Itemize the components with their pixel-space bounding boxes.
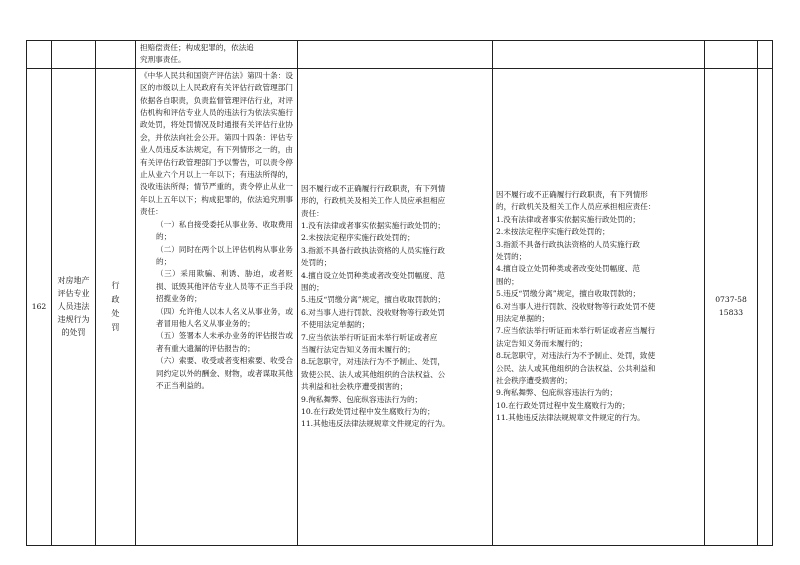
responsibility-lines-a <box>301 183 489 431</box>
phone-number-part: 0737-58 <box>715 295 747 305</box>
resp-line: 2.未按法定程序实施行政处罚的； <box>496 227 610 237</box>
resp-line: 1.没有法律或者事实依据实施行政处罚的； <box>301 220 445 230</box>
basis-line: 担赔偿责任；构成犯罪的，依法追 <box>140 43 254 52</box>
responsibility-cell-b <box>493 68 705 545</box>
item-name: 对房地产评估专业人员违法违规行为的处罚 <box>57 276 90 338</box>
phone-number-part: 15833 <box>718 307 744 317</box>
resp-line: 社会秩序遭受损害的； <box>496 376 572 386</box>
resp-line: 2.未按法定程序实施行政处罚的； <box>301 233 415 243</box>
resp-line: 1.没有法律或者事实依据实施行政处罚的； <box>496 214 640 224</box>
remark-cell <box>758 68 773 545</box>
index-cell-empty <box>27 41 52 69</box>
resp-line: 3.指派不具备行政执法资格的人员实施行政 <box>301 245 445 255</box>
resp-line: 因不履行或不正确履行行政职责，有下列情形 <box>496 189 648 199</box>
resp-line: 当履行法定告知义务而未履行的； <box>301 345 415 355</box>
item-name-cell-empty <box>52 41 96 69</box>
responsibility-lines-b <box>496 189 701 425</box>
responsibility-cell-empty <box>298 41 493 69</box>
resp-line: 法定告知义务而未履行的； <box>496 338 588 348</box>
responsibility-cell-empty <box>493 41 705 69</box>
basis-paragraph: （五）签署本人未承办业务的评估报告或者有重大遗漏的评估报告的； <box>156 331 293 353</box>
resp-line: 11.其他违反法律法规规章文件规定的行为。 <box>301 419 450 429</box>
resp-line: 4.擅自设立处罚种类或者改变处罚幅度、范 <box>301 270 445 280</box>
resp-line: 围的； <box>301 283 324 292</box>
resp-line: 10.在行政处罚过程中发生腐败行为的； <box>496 400 630 410</box>
resp-line: 7.应当依法举行听证而未举行听证或者应当履行 <box>496 326 656 336</box>
table-row-previous <box>27 41 773 69</box>
item-type-cell-empty <box>96 41 136 69</box>
phone-cell <box>705 68 758 545</box>
resp-line: 9.徇私舞弊、包庇纵容违法行为的； <box>301 394 423 404</box>
table-row-162 <box>27 68 773 545</box>
resp-line: 因不履行或不正确履行行政职责，有下列情 <box>301 183 446 193</box>
basis-paragraph: （四）允许他人以本人名义从事业务，或者冒用他人名义从事业务的； <box>156 306 293 328</box>
resp-line: 致使公民、法人或其他组织的合法权益、公 <box>301 369 446 379</box>
resp-line: 的，行政机关及相关工作人员应承担相应责任： <box>496 202 656 212</box>
resp-line: 7.应当依法举行听证而未举行听证或者应 <box>301 332 438 342</box>
resp-line: 责任： <box>301 208 324 218</box>
basis-paragraph: 《中华人民共和国资产评估法》第四十条：设区的市级以上人民政府有关评估行政管理部门依据各自职责，负责监督管理评估行业，对评估机构和评估专业人员的违法行为依法实施行政处罚，将处罚情况及时通报有关评估行业协会，并依法向社会公开。第四十四条：评估专业人员违反本法规定，有下列情形之一的，由有关评估行政管理部门予以警告，可以责令停止从业六个月以上一年以下；有违法所得的，没收违法所得；情节严重的，责令停止从业一年以上五年以下；构成犯罪的，依法追究刑事责任： <box>140 70 293 217</box>
legal-basis-cell-continued <box>136 41 298 69</box>
basis-paragraph: （三）采用欺骗、利诱、胁迫，或者贬损、诋毁其他评估专业人员等不正当手段招揽业务的； <box>156 269 293 304</box>
responsibility-cell-a <box>298 68 493 545</box>
resp-line: 4.擅自设立处罚种类或者改变处罚幅度、范 <box>496 264 640 274</box>
resp-line: 用法定单据的； <box>496 314 550 324</box>
resp-line: 10.在行政处罚过程中发生腐败行为的； <box>301 407 435 417</box>
resp-line: 9.徇私舞弊、包庇纵容违法行为的； <box>496 388 618 398</box>
resp-line: 11.其他违反法律法规规章文件规定的行为。 <box>496 413 645 423</box>
index-cell: 162 <box>27 68 52 545</box>
resp-line: 围的； <box>496 276 519 286</box>
resp-line: 8.玩忽职守，对违法行为不予制止、处罚， <box>301 357 445 367</box>
item-name-cell <box>52 68 96 545</box>
remark-cell-empty <box>758 41 773 69</box>
basis-paragraph: （一）私自接受委托从事业务、收取费用的； <box>156 219 293 242</box>
basis-line: 究刑事责任。 <box>140 55 186 65</box>
resp-line: 处罚的； <box>496 251 527 261</box>
resp-line: 形的，行政机关及相关工作人员应承担相应 <box>301 196 446 206</box>
phone-cell-empty <box>705 41 758 69</box>
basis-paragraph: （六）索要、收受或者变相索要、收受合同约定以外的酬金、财物，或者谋取其他不正当利益的。 <box>156 356 293 390</box>
item-type: 行政处罚 <box>111 280 120 332</box>
legal-basis-cell <box>136 68 298 545</box>
resp-line: 公民、法人或其他组织的合法权益、公共利益和 <box>496 363 656 373</box>
resp-line: 5.违反“罚缴分离”规定，擅自收取罚款的； <box>496 289 641 299</box>
resp-line: 3.指派不具备行政执法资格的人员实施行政 <box>496 239 640 249</box>
responsibility-table <box>26 40 773 546</box>
item-type-cell <box>96 68 136 545</box>
resp-line: 5.违反“罚缴分离”规定，擅自收取罚款的； <box>301 295 446 305</box>
resp-line: 6.对当事人进行罚款、没收财物等行政处罚不使 <box>496 301 656 311</box>
basis-paragraph: （二）同时在两个以上评估机构从事业务的； <box>156 244 293 266</box>
resp-line: 处罚的； <box>301 258 332 268</box>
resp-line: 不使用法定单据的； <box>301 320 370 330</box>
resp-line: 8.玩忽职守，对违法行为不予制止、处罚，致使 <box>496 351 656 361</box>
resp-line: 6.对当事人进行罚款、没收财物等行政处罚 <box>301 307 445 317</box>
resp-line: 共利益和社会秩序遭受损害的； <box>301 382 408 392</box>
